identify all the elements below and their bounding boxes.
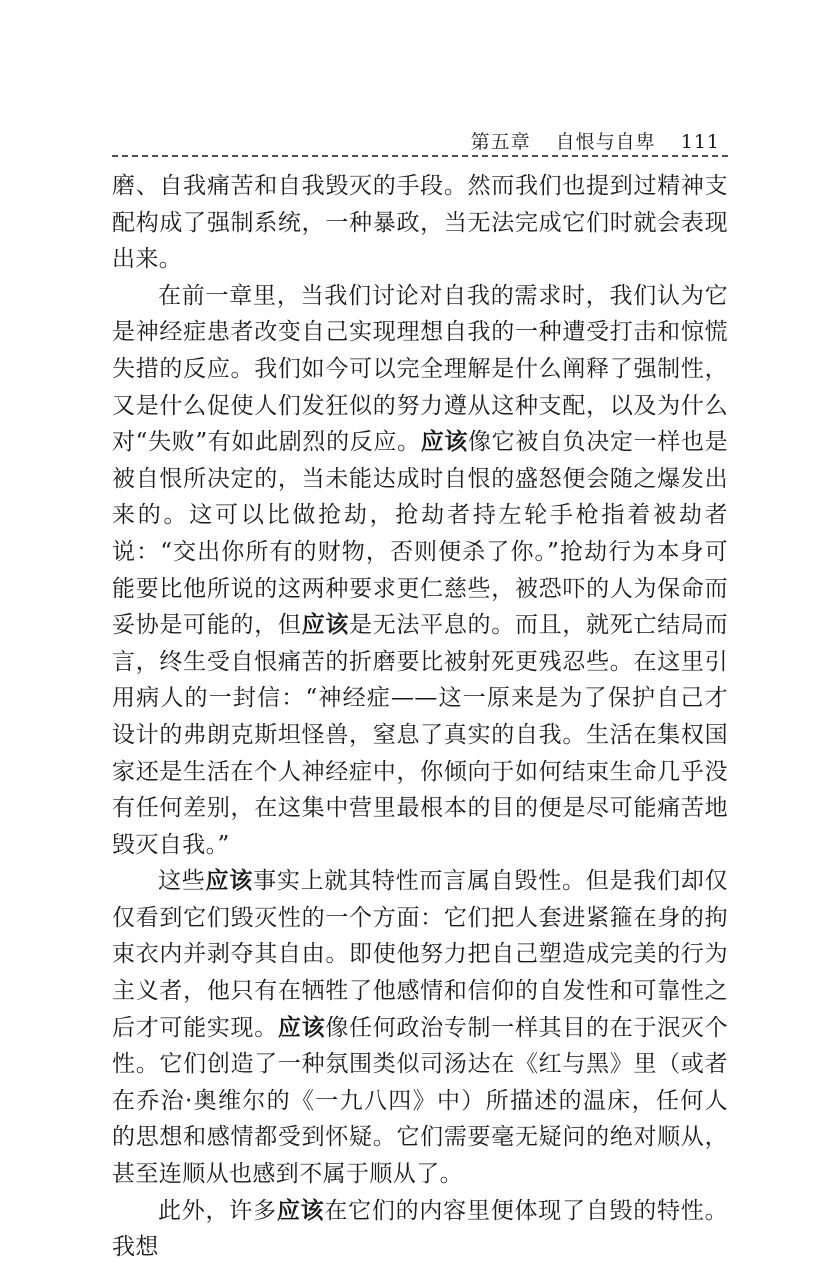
paragraph bbox=[112, 863, 728, 1192]
emphasis-term: 应该 bbox=[205, 867, 254, 895]
paragraph bbox=[112, 1193, 728, 1266]
text-segment: 是无法平息的。而且，就死亡结局而言，终生受自恨痛苦的折磨要比被射死更残忍些。在这里引用病人的一封信：“神经症——这一原来是为了保护自己才设计的弗朗克斯坦怪兽，窒息了真实的自我。生活在集权国家还是生活在个人神经症中，你倾向于如何结束生命几乎没有任何差别，在这集中营里最根本的目的便是尽可能痛苦地毁灭自我。” bbox=[112, 612, 728, 858]
emphasis-term: 应该 bbox=[277, 1013, 326, 1041]
emphasis-term: 应该 bbox=[420, 428, 469, 456]
chapter-title: 自恨与自卑 bbox=[555, 131, 656, 153]
text-segment: 这些 bbox=[158, 868, 206, 895]
emphasis-term: 应该 bbox=[276, 1196, 325, 1224]
text-segment: 磨、自我痛苦和自我毁灭的手段。然而我们也提到过精神支配构成了强制系统，一种暴政，当无法完成它们时就会表现出来。 bbox=[112, 173, 728, 273]
text-segment: 在前一章里，当我们讨论对自我的需求时，我们认为它是神经症患者改变自己实现理想自我的一种遭受打击和惊慌失措的反应。我们如今可以完全理解是什么阐释了强制性，又是什么促使人们发狂似的努力遵从这种支配，以及为什么对“失败”有如此剧烈的反应。 bbox=[112, 282, 728, 456]
text-segment: 事实上就其特性而言属自毁性。但是我们却仅仅看到它们毁灭性的一个方面：它们把人套进紧箍在身的拘束衣内并剥夺其自由。即使他努力把自己塑造成完美的行为主义者，他只有在牺牲了他感情和信仰的自发性和可靠性之后才可能实现。 bbox=[112, 868, 728, 1041]
header-rule bbox=[112, 155, 728, 157]
text-segment: 此外，许多 bbox=[158, 1197, 277, 1224]
text-segment: 像任何政治专制一样其目的在于泯灭个性。它们创造了一种氛围类似司汤达在《红与黑》里（或者在乔治·奥维尔的《一九八四》中）所描述的温床，任何人的思想和感情都受到怀疑。它们需要毫无疑问的绝对顺从，甚至连顺从也感到不属于顺从了。 bbox=[112, 1014, 728, 1188]
paragraph bbox=[112, 278, 728, 864]
body-text bbox=[112, 168, 728, 1266]
page-number: 111 bbox=[680, 131, 720, 153]
paragraph bbox=[112, 168, 728, 278]
text-segment: 在它们的内容里便体现了自毁的特性。我想 bbox=[112, 1197, 728, 1261]
chapter-label: 第五章 bbox=[470, 131, 531, 153]
emphasis-term: 应该 bbox=[301, 611, 350, 639]
running-head bbox=[453, 127, 720, 154]
text-segment: 像它被自负决定一样也是被自恨所决定的，当未能达成时自恨的盛怒便会随之爆发出来的。这可以比做抢劫，抢劫者持左轮手枪指着被劫者说：“交出你所有的财物，否则便杀了你。”抢劫行为本身可能要比他所说的这两种要求更仁慈些，被恐吓的人为保命而妥协是可能的，但 bbox=[112, 429, 728, 639]
